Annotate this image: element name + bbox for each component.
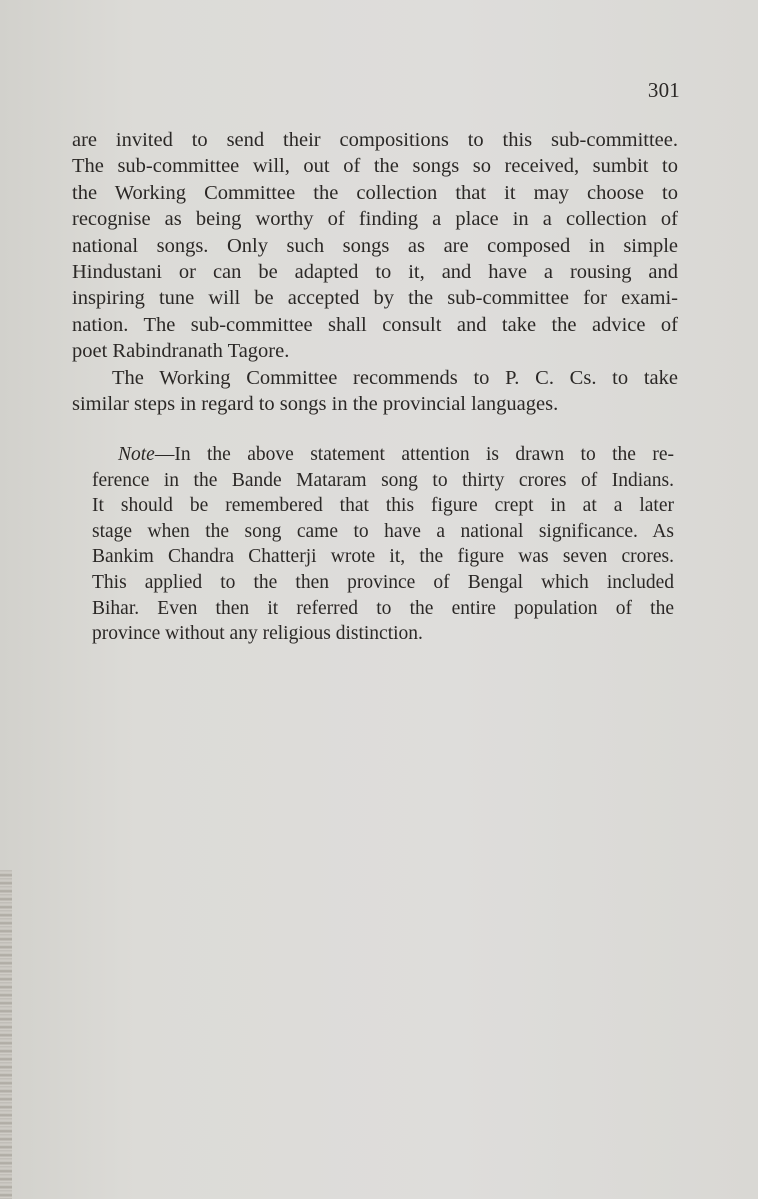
note-line: province without any religious distinction. xyxy=(92,623,423,645)
text-line: poet Rabindranath Tagore. xyxy=(72,340,290,363)
note-label: Note xyxy=(118,444,155,465)
text-line: Hindustani or can be adapted to it, and have a rousing and xyxy=(72,261,678,284)
body-text xyxy=(72,127,678,417)
text-line: The sub-committee will, out of the songs so received, sumbit to xyxy=(72,155,678,178)
note-line: stage when the song came to have a national significance. As xyxy=(92,520,674,542)
note-line: ference in the Bande Mataram song to thirty crores of Indians. xyxy=(92,469,674,491)
note-first-line-text: —In the above statement attention is drawn to the re- xyxy=(154,444,674,465)
text-line: national songs. Only such songs as are composed in simple xyxy=(72,234,678,257)
text-line: the Working Committee the collection that it may choose to xyxy=(72,181,678,204)
page-number: 301 xyxy=(647,78,680,102)
text-line: The Working Committee recommends to P. C. Cs. to take xyxy=(112,366,678,389)
note-line: This applied to the then province of Bengal which included xyxy=(92,571,674,593)
text-line: nation. The sub-committee shall consult and take the advice of xyxy=(72,313,678,336)
note-line: Bihar. Even then it referred to the entire population of the xyxy=(92,597,674,619)
text-line: recognise as being worthy of finding a place in a collection of xyxy=(72,208,678,231)
note-first-line xyxy=(92,442,674,468)
note-line: Bankim Chandra Chatterji wrote it, the figure was seven crores. xyxy=(92,546,674,568)
page-edge xyxy=(0,870,12,1199)
text-line: are invited to send their compositions to this sub-committee. xyxy=(72,129,678,151)
text-line: inspiring tune will be accepted by the sub-committee for exami- xyxy=(72,287,678,310)
note-paragraph xyxy=(92,442,674,647)
text-line: similar steps in regard to songs in the provincial languages. xyxy=(72,393,559,416)
note-line: It should be remembered that this figure crept in at a later xyxy=(92,495,674,517)
